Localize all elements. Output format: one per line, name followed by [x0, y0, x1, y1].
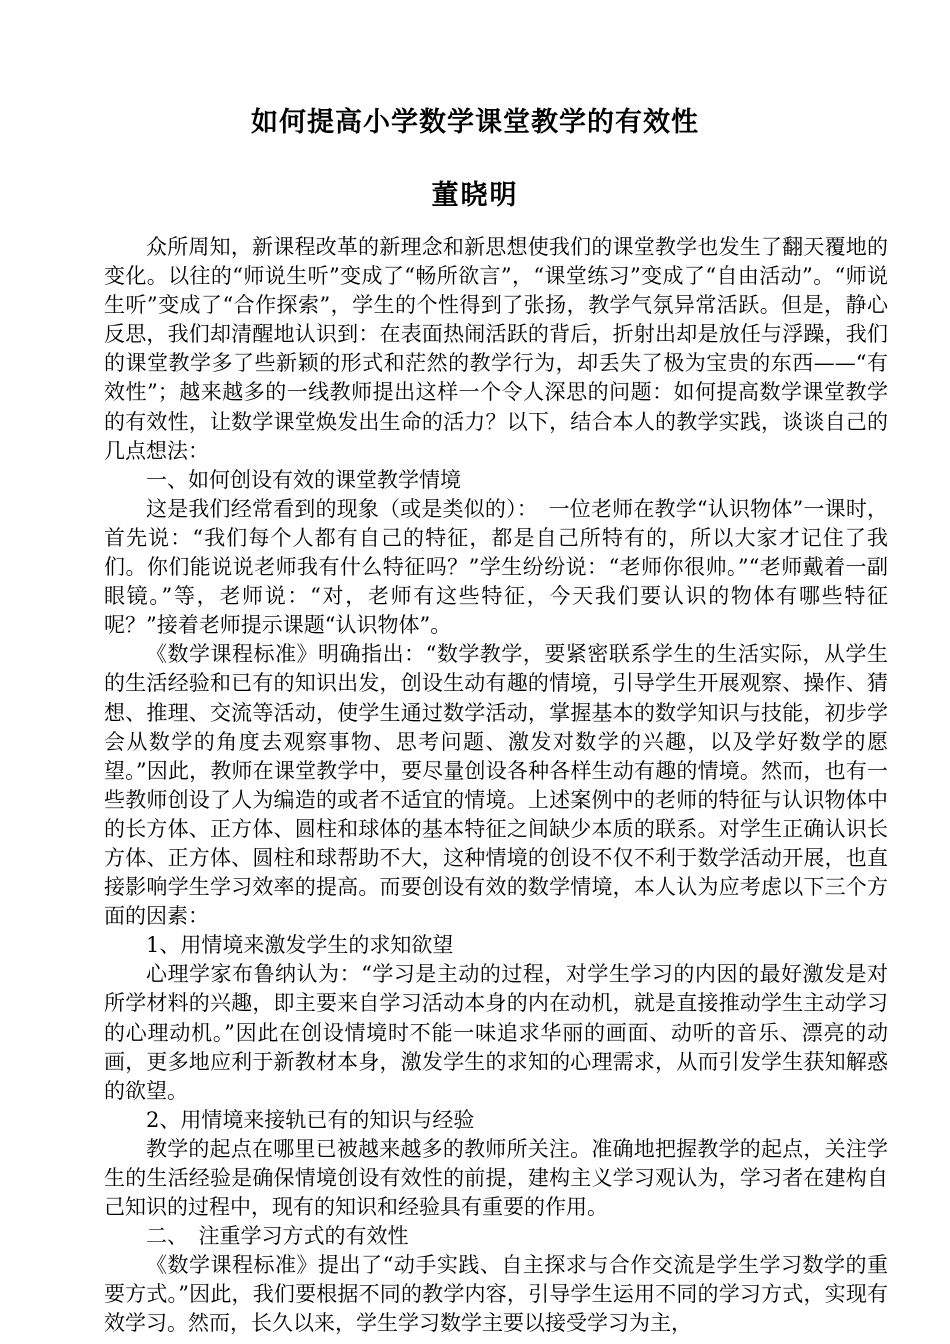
- paragraph-intro: 众所周知，新课程改革的新理念和新思想使我们的课堂教学也发生了翻天覆地的变化。以往的“师说生听”变成了“畅所欲言”，“课堂练习”变成了“自由活动”。“师说生听”变成了“合作探索”，学生的个性得到了张扬，教学气氛异常活跃。但是，静心反思，我们却清醒地认识到：在表面热闹活跃的背后，折射出却是放任与浮躁，我们的课堂教学多了些新颖的形式和茫然的教学行为，却丢失了极为宝贵的东西——“有效性”；越来越多的一线教师提出这样一个令人深思的问题：如何提高数学课堂教学的有效性，让数学课堂焕发出生命的活力？以下，结合本人的教学实践，谈谈自己的几点想法：: [104, 235, 888, 463]
- document-title: 如何提高小学数学课堂教学的有效性: [251, 107, 699, 138]
- paragraph-case: 这是我们经常看到的现象（或是类似的）： 一位老师在教学“认识物体”一课时，首先说：“我们每个人都有自己的特征，都是自己所特有的，所以大家才记住了我们。你们能说说老师我有什么特征吗？”学生纷纷说：“老师你很帅。”“老师戴着一副眼镜。”等，老师说：“对，老师有这些特征，今天我们要认识的物体有哪些特征呢？”接着老师提示课题“认识物体”。: [104, 496, 888, 638]
- document-body: [104, 233, 888, 1339]
- subheading-1: 1、用情境来激发学生的求知欲望: [146, 933, 454, 958]
- paragraph-starting-point: 教学的起点在哪里已被越来越多的教师所关注。准确地把握教学的起点，关注学生的生活经验是确保情境创设有效性的前提，建构主义学习观认为，学习者在建构自己知识的过程中，现有的知识和经验具有重要的作用。: [104, 1136, 888, 1220]
- author-name: 董晓明: [431, 180, 519, 211]
- section-heading-1: 一、如何创设有效的课堂教学情境: [146, 467, 461, 492]
- section-heading-2: 二、 注重学习方式的有效性: [146, 1224, 409, 1249]
- paragraph-standard: 《数学课程标准》明确指出：“数学教学，要紧密联系学生的生活实际，从学生的生活经验和已有的知识出发，创设生动有趣的情境，引导学生开展观察、操作、猜想、推理、交流等活动，使学生通过数学活动，掌握基本的数学知识与技能，初步学会从数学的角度去观察事物、思考问题、激发对数学的兴趣，以及学好数学的愿望。”因此，教师在课堂教学中，要尽量创设各种各样生动有趣的情境。然而，也有一些教师创设了人为编造的或者不适宜的情境。上述案例中的老师的特征与认识物体中的长方体、正方体、圆柱和球体的基本特征之间缺少本质的联系。对学生正确认识长方体、正方体、圆柱和球帮助不大，这种情境的创设不仅不利于数学活动开展，也直接影响学生学习效率的提高。而要创设有效的数学情境，本人认为应考虑以下三个方面的因素：: [104, 642, 888, 929]
- subheading-2: 2、用情境来接轨已有的知识与经验: [146, 1107, 475, 1132]
- paragraph-bruner: 心理学家布鲁纳认为：“学习是主动的过程，对学生学习的内因的最好激发是对所学材料的兴趣，即主要来自学习活动本身的内在动机，就是直接推动学生主动学习的心理动机。”因此在创设情境时不能一味追求华丽的画面、动听的音乐、漂亮的动画，更多地应利于新教材本身，激发学生的求知的心理需求，从而引发学生获知解惑的欲望。: [104, 962, 888, 1103]
- paragraph-learning-style: 《数学课程标准》提出了“动手实践、自主探求与合作交流是学生学习数学的重要方式。”因此，我们要根据不同的教学内容，引导学生运用不同的学习方式，实现有效学习。然而，长久以来，学生学习数学主要以接受学习为主，: [104, 1253, 888, 1336]
